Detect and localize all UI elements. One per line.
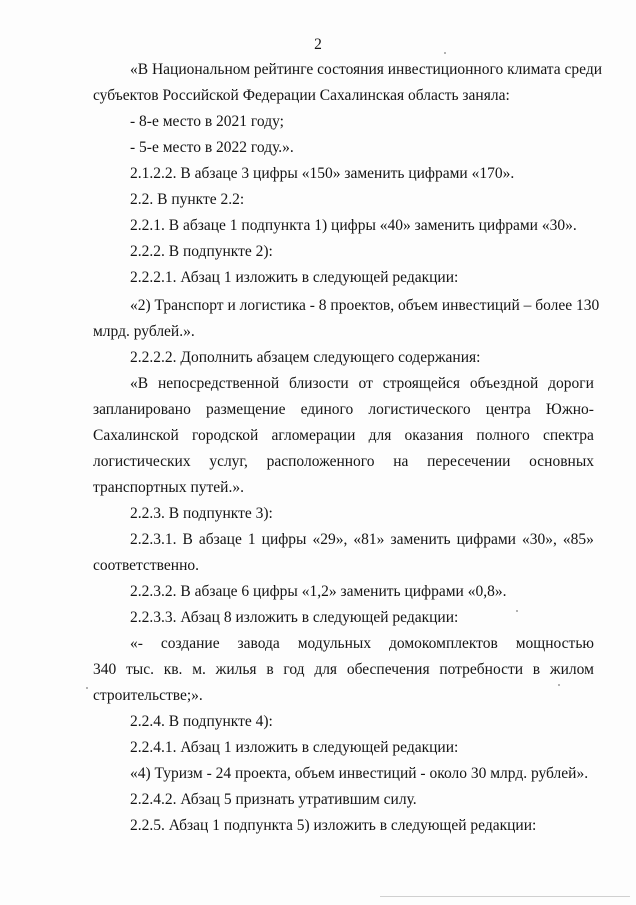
paragraph-line: - 5-е место в 2022 году.». [130, 139, 294, 156]
paragraph-line: 2.2.4. В подпункте 4): [130, 713, 273, 730]
word: создание [160, 635, 220, 652]
word: модульных [297, 635, 372, 652]
word: год [283, 661, 305, 678]
word: «85» [562, 531, 594, 548]
paragraph-line: 2.2.2.2. Дополнить абзацем следующего содержания: [130, 349, 481, 366]
word: Сахалинской [93, 427, 179, 444]
word: тыс. [126, 661, 154, 678]
word: цифры [261, 531, 307, 548]
word: мощностью [515, 635, 594, 652]
word: в [266, 661, 274, 678]
word: «81» [353, 531, 385, 548]
word: основных [529, 453, 594, 470]
word: оказания [404, 427, 464, 444]
justified-line [93, 453, 594, 471]
paragraph-line: млрд. рублей.». [93, 323, 195, 340]
paragraph-line: 2.2.4.1. Абзац 1 изложить в следующей редакции: [130, 739, 459, 756]
paragraph-line: 2.2.3.2. В абзаце 6 цифры «1,2» заменить цифрами «0,8». [130, 583, 507, 600]
paragraph-line: субъектов Российской Федерации Сахалинская область заняла: [93, 87, 510, 104]
word: спектра [542, 427, 594, 444]
word: расположенного [266, 453, 375, 470]
word: цифрами [456, 531, 516, 548]
word: пересечении [427, 453, 511, 470]
word: жилом [549, 661, 594, 678]
paragraph-line: 2.2.1. В абзаце 1 подпункта 1) цифры «40» заменить цифрами «30». [130, 217, 577, 234]
justified-line [93, 401, 594, 419]
word: жилья [215, 661, 257, 678]
word: «29», [312, 531, 348, 548]
word: непосредственной [157, 375, 280, 392]
word: для [314, 661, 338, 678]
justified-line [130, 375, 594, 393]
paragraph-line: строительстве;». [93, 687, 203, 704]
word: потребности [439, 661, 524, 678]
word: обеспечения [346, 661, 430, 678]
paragraph-line: 2.1.2.2. В абзаце 3 цифры «150» заменить цифрами «170». [130, 165, 515, 182]
word: «- [130, 635, 143, 652]
justified-line [93, 427, 594, 445]
word: м. [192, 661, 206, 678]
scan-speck [558, 684, 560, 686]
word: В [182, 531, 193, 548]
paragraph-line: транспортных путей.». [93, 479, 244, 496]
word: 2.2.3.1. [130, 531, 177, 548]
paragraph-line: 2.2.3. В подпункте 3): [130, 505, 273, 522]
word: домокомплектов [389, 635, 498, 652]
scan-edge-line [380, 896, 630, 897]
justified-line [130, 531, 594, 549]
word: логистических [93, 453, 191, 470]
paragraph-line: - 8-е место в 2021 году; [130, 113, 284, 130]
word: для [368, 427, 392, 444]
word: близости [289, 375, 349, 392]
paragraph-line: 2.2.4.2. Абзац 5 признать утратившим силу. [130, 791, 417, 808]
word: «В [130, 375, 149, 392]
word: завода [237, 635, 280, 652]
word: логистического [368, 401, 471, 418]
paragraph-line: «4) Туризм - 24 проекта, объем инвестиций - около 30 млрд. рублей». [130, 765, 589, 782]
word: от [358, 375, 373, 392]
word: дороги [548, 375, 594, 392]
word: городской [191, 427, 259, 444]
paragraph-line: 2.2.2. В подпункте 2): [130, 243, 273, 260]
word: 340 [93, 661, 117, 678]
word: размещение [205, 401, 286, 418]
paragraph-line: 2.2.5. Абзац 1 подпункта 5) изложить в следующей редакции: [130, 817, 537, 834]
word: на [393, 453, 409, 470]
word: кв. [163, 661, 183, 678]
paragraph-line: соответственно. [93, 557, 199, 574]
justified-line [93, 661, 594, 679]
word: «30», [522, 531, 557, 548]
word: Южно- [545, 401, 594, 418]
word: центра [485, 401, 531, 418]
word: агломерации [271, 427, 356, 444]
paragraph-line: 2.2.2.1. Абзац 1 изложить в следующей редакции: [130, 269, 459, 286]
word: запланировано [93, 401, 191, 418]
paragraph-line: «2) Транспорт и логистика - 8 проектов, объем инвестиций – более 130 [130, 297, 600, 314]
word: единого [300, 401, 354, 418]
page-number: 2 [314, 36, 322, 53]
justified-line [130, 635, 594, 653]
paragraph-line: «В Национальном рейтинге состояния инвестиционного климата среди [130, 61, 603, 78]
scan-speck [444, 52, 446, 54]
scan-speck [516, 610, 518, 612]
word: 1 [247, 531, 256, 548]
word: объездной [469, 375, 539, 392]
paragraph-line: 2.2. В пункте 2.2: [130, 191, 245, 208]
scan-speck [86, 687, 88, 689]
word: услуг, [209, 453, 248, 470]
word: заменить [390, 531, 451, 548]
word: в [532, 661, 541, 678]
word: строящейся [382, 375, 461, 392]
paragraph-line: 2.2.3.3. Абзац 8 изложить в следующей редакции: [130, 609, 459, 626]
word: абзаце [198, 531, 242, 548]
word: полного [476, 427, 530, 444]
